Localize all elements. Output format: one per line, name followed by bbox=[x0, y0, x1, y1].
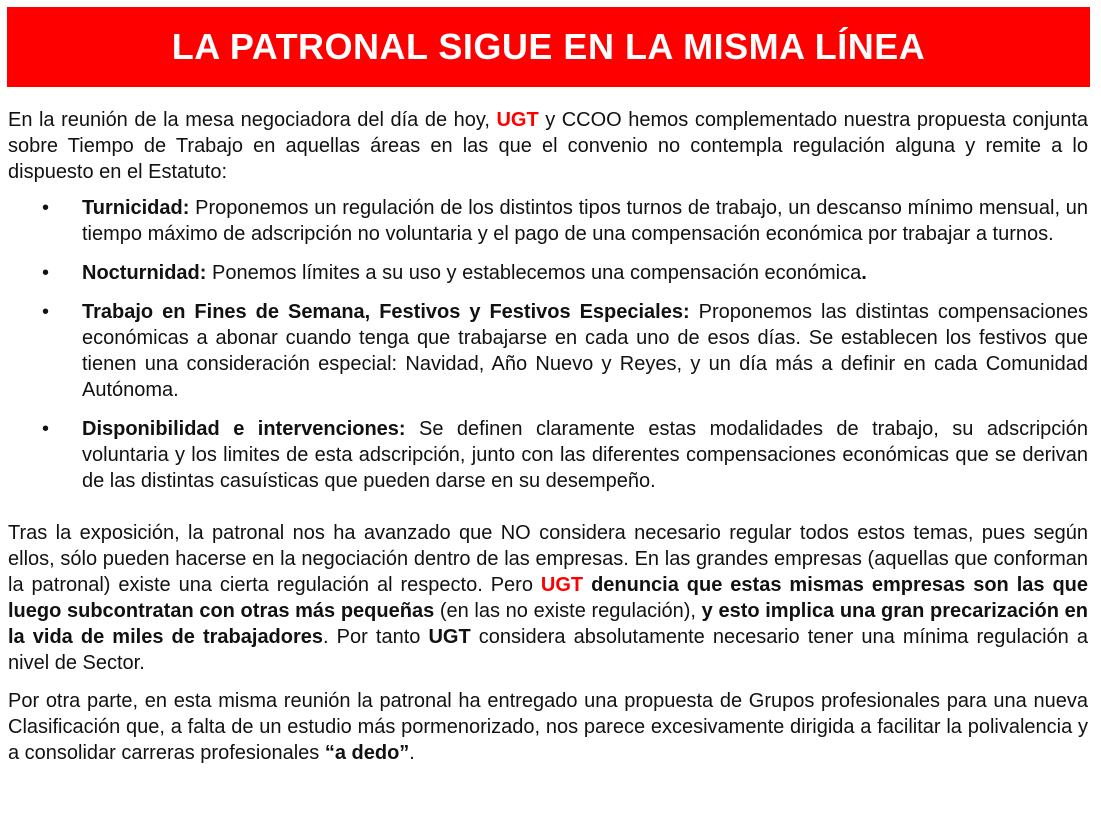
bullet-icon: • bbox=[42, 262, 50, 284]
ugt-highlight: UGT bbox=[540, 574, 584, 596]
para3-text-2: . bbox=[409, 742, 415, 764]
bullet-icon: • bbox=[42, 197, 50, 219]
intro-text-2: y CCOO hemos complementado nuestra propuesta conjunta sobre Tiempo de Trabajo en aquellas áreas en las que el convenio no contempla regulación alguna y remite a lo dispuesto en el Estatuto: bbox=[8, 109, 1088, 183]
list-item-body: Ponemos límites a su uso y establecemos una compensación económica bbox=[206, 262, 862, 284]
list-item-heading: Nocturnidad: bbox=[82, 262, 207, 284]
list-item-heading: Disponibilidad e intervenciones: bbox=[82, 418, 406, 440]
para3-bold-1: “a dedo” bbox=[324, 742, 410, 764]
list-item-heading: Turnicidad: bbox=[82, 197, 190, 219]
document-body bbox=[8, 107, 1088, 766]
list-item-body: Proponemos las distintas compensaciones económicas a abonar cuando tenga que trabajarse en cada uno de esos días. Se establecen los festivos que tienen una consideración especial: Navidad, Año Nuevo y Reyes, y un día más a definir en cada Comunidad Autónoma. bbox=[82, 301, 1088, 401]
para2-bold-2: y esto implica una gran precarización en la vida de miles de trabajadores bbox=[8, 600, 1088, 648]
para2-text-2: (en las no existe regulación), bbox=[434, 600, 702, 622]
classification-paragraph bbox=[8, 688, 1088, 766]
para2-bold-1: denuncia que estas mismas empresas son las que luego subcontratan con otras más pequeñas bbox=[8, 574, 1088, 622]
list-item-body: Proponemos un regulación de los distintos tipos turnos de trabajo, un descanso mínimo mensual, un tiempo máximo de adscripción no voluntaria y el pago de una compensación económica por trabajar a turnos. bbox=[82, 197, 1088, 245]
bullet-icon: • bbox=[42, 301, 50, 323]
list-item bbox=[8, 299, 1088, 403]
para2-text-4: considera absolutamente necesario tener una mínima regulación a nivel de Sector. bbox=[8, 626, 1088, 674]
list-item bbox=[8, 416, 1088, 494]
list-item-tail: . bbox=[861, 262, 867, 284]
title-banner bbox=[7, 7, 1090, 87]
list-item-heading: Trabajo en Fines de Semana, Festivos y Festivos Especiales: bbox=[82, 301, 690, 323]
list-item bbox=[8, 195, 1088, 247]
para3-text-1: Por otra parte, en esta misma reunión la patronal ha entregado una propuesta de Grupos profesionales para una nueva Clasificación que, a falta de un estudio más pormenorizado, nos parece excesivamente dirigida a facilitar la polivalencia y a consolidar carreras profesionales bbox=[8, 690, 1088, 764]
para2-text-3: . Por tanto bbox=[323, 626, 429, 648]
ugt-bold: UGT bbox=[428, 626, 471, 648]
para2-text-1: Tras la exposición, la patronal nos ha avanzado que NO considera necesario regular todos estos temas, pues según ellos, sólo pueden hacerse en la negociación dentro de las empresas. En las grandes empresas (aquellas que conforman la patronal) existe una cierta regulación al respecto. Pero bbox=[8, 522, 1088, 596]
patronal-response-paragraph bbox=[8, 520, 1088, 676]
ugt-highlight: UGT bbox=[496, 109, 539, 131]
list-item bbox=[8, 260, 1088, 286]
list-item-body: Se definen claramente estas modalidades de trabajo, su adscripción voluntaria y los limites de esta adscripción, junto con las diferentes compensaciones económicas que se derivan de las distintas casuísticas que pueden darse en su desempeño. bbox=[82, 418, 1088, 492]
intro-text-1: En la reunión de la mesa negociadora del día de hoy, bbox=[8, 109, 497, 131]
proposal-list bbox=[8, 195, 1088, 494]
intro-paragraph bbox=[8, 107, 1088, 185]
bullet-icon: • bbox=[42, 418, 50, 440]
page-title: LA PATRONAL SIGUE EN LA MISMA LÍNEA bbox=[171, 26, 926, 67]
